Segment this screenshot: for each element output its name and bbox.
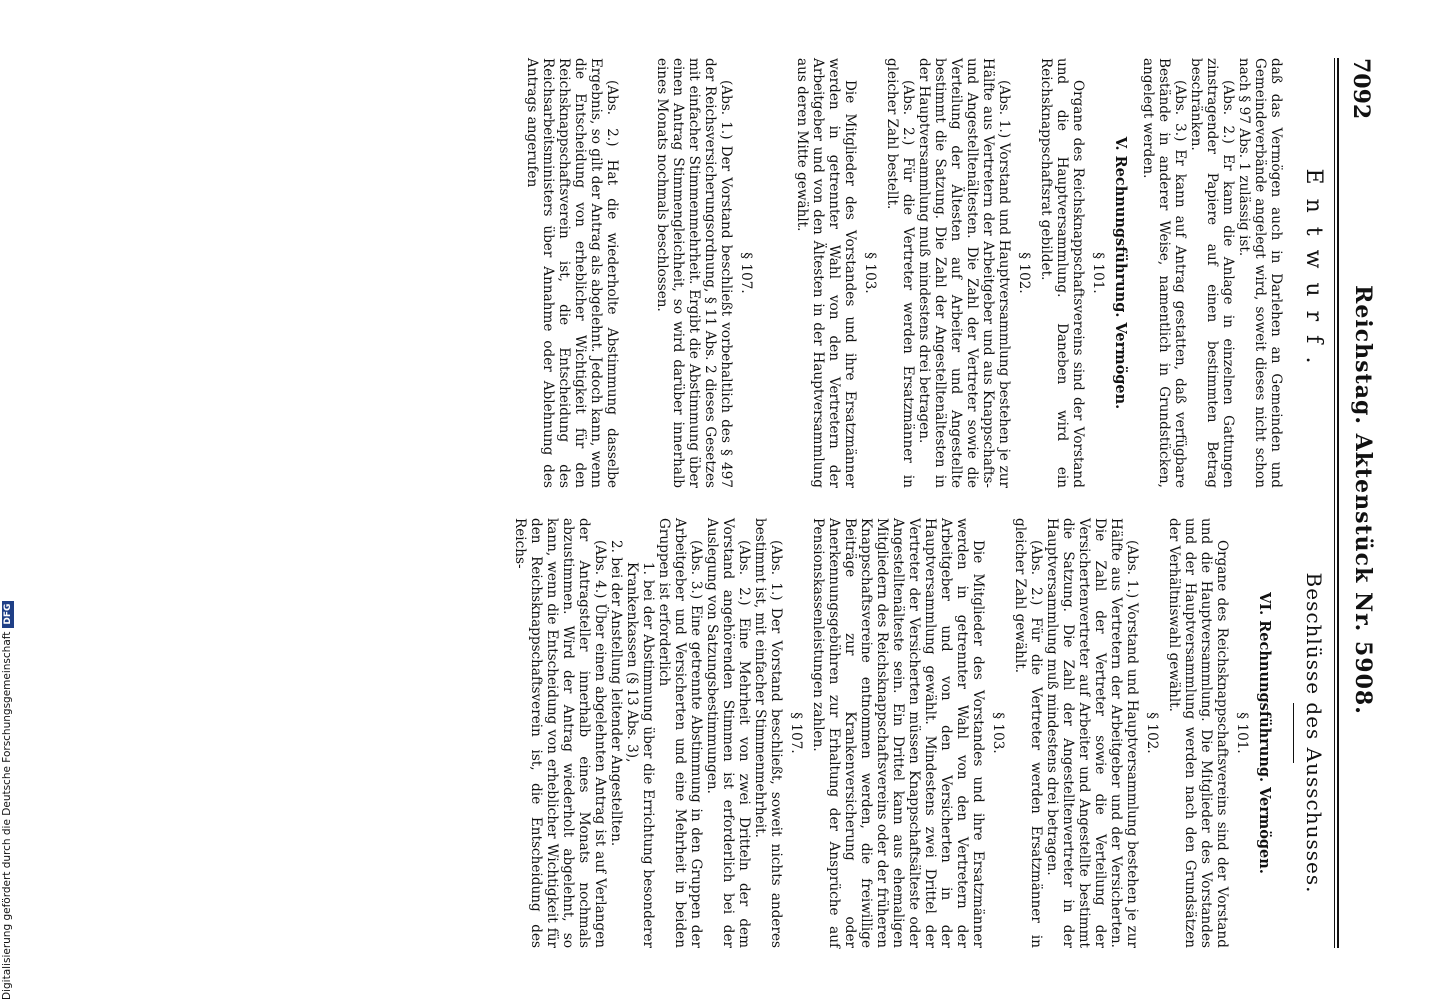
paragraph-107-abs1: (Abs. 1.) Der Vorstand beschließt vorbehaltlich des § 497 der Reichsversicherungsordnung, § 11 Abs. 2 dieses Gesetzes mit einfacher Stimmenmehrheit. Ergibt die Abstimmung über einen Antrag Stimmengleichheit, so wird darüber innerhalb eines Monats nochmals beschlossen. bbox=[654, 58, 734, 488]
paragraph-102-abs2: (Abs. 2.) Für die Vertreter werden Ersatzmänner in gleicher Zahl bestellt. bbox=[884, 58, 916, 488]
section-heading: V. Rechnungsführung. Vermögen. bbox=[1112, 136, 1129, 410]
paragraph-107-abs1: (Abs. 1.) Der Vorstand beschließt, soweit nichts anderes bestimmt ist, mit einfacher Stimmenmehrheit. bbox=[752, 518, 784, 948]
paragraph-103-text: Die Mitglieder des Vorstandes und ihre Ersatzmänner werden in getrennter Wahl von den Vertretern der Arbeitgeber und von den Ältesten in der Hauptversammlung aus deren Mitte gewählt. bbox=[794, 58, 858, 488]
page-number: 7092 bbox=[1348, 58, 1374, 120]
header-rule bbox=[1337, 58, 1339, 948]
paragraph-103-text: Die Mitglieder des Vorstandes und ihre Ersatzmänner werden in getrennter Wahl von den Vertretern der Arbeitgeber und von den Versicherten in der Hauptversammlung gewählt. Mindestens zwei Drittel der Vertreter der Versicherten müssen Knappschaftsälteste oder Angestelltenälteste sein. Ein Drittel kann aus ehemaligen Mitgliedern des Reichsknappschaftsvereins oder der früheren Knappschaftsvereine entnommen werden, die freiwillige Beiträge zur Krankenversicherung oder Anerkennungsgebühren zur Erhaltung der Ansprüche auf Pensionskassenleistungen zahlen. bbox=[810, 518, 986, 948]
paragraph-102-abs1: (Abs. 1.) Vorstand und Hauptversammlung bestehen je zur Hälfte aus Vertretern der Arbeitgeber und aus Knappschafts- und Angestelltenältesten. Die Zahl der Vertreter sowie die Verteilung der Ältesten auf Arbeiter und Angestellte bestimmt die Satzung. Die Zahl der Angestelltenältesten in der Hauptversammlung muß mindestens drei betragen. bbox=[916, 58, 1012, 488]
intro-paragraph: (Abs. 2.) Er kann die Anlage in einzelnen Gattungen zinstragender Papiere auf einen bestimmten Betrag beschränken. bbox=[1188, 58, 1236, 488]
paragraph-heading-102: § 102. bbox=[1144, 712, 1160, 754]
paragraph-heading-103: § 103. bbox=[862, 252, 878, 294]
digitization-notice bbox=[0, 0, 14, 1000]
paragraph-heading-101: § 101. bbox=[1234, 712, 1250, 754]
committee-column bbox=[512, 518, 1284, 948]
paragraph-107-abs3: (Abs. 3.) Eine getrennte Abstimmung in den Gruppen der Arbeitgeber und Versicherten und eine Mehrheit in beiden Gruppen ist erforderlich bbox=[656, 518, 704, 948]
funding-notice-text: Digitalisierung gefördert durch die Deutsche Forschungsgemeinschaft bbox=[1, 631, 13, 1000]
paragraph-107-abs4: (Abs. 4.) Über einen abgelehnten Antrag ist auf Verlangen der Antragsteller innerhalb eines Monats nochmals abzustimmen. Wird der Antrag wiederholt abgelehnt, so kann, wenn die Entscheidung von erheblicher Wichtigkeit für den Reichsknappschaftsverein ist, die Entscheidung des Reichs- bbox=[512, 518, 608, 948]
paragraph-heading-102: § 102. bbox=[1016, 252, 1032, 294]
paragraph-101-text: Organe des Reichsknappschaftsvereins sind der Vorstand und die Hauptversammlung. Die Mitglieder des Vorstandes und der Hauptversammlung werden nach den Grundsätzen der Verhältniswahl gewählt. bbox=[1166, 518, 1230, 948]
section-heading: VI. Rechnungsführung. Vermögen. bbox=[1256, 592, 1273, 874]
intro-paragraph: daß das Vermögen auch in Darlehen an Gemeinden und Gemeindeverbände angelegt wird, soweit dieses nicht schon nach § 97 Abs. 1 zulässig ist. bbox=[1236, 58, 1284, 488]
list-item: 1. bei der Abstimmung über die Errichtung besonderer Krankenkassen (§ 13 Abs. 3), bbox=[624, 562, 656, 948]
running-head: Reichstag. Aktenstück Nr. 5908. bbox=[1350, 285, 1376, 715]
paragraph-heading-107: § 107. bbox=[738, 252, 754, 294]
left-column-title: Entwurf. bbox=[1301, 168, 1326, 378]
paragraph-107-abs2: (Abs. 2.) Hat die wiederholte Abstimmung dasselbe Ergebnis, so gilt der Antrag als abgelehnt. Jedoch kann, wenn die Entscheidung von erheblicher Wichtigkeit für den Reichsknappschaftsverein ist, die Entscheidung des Reichsarbeitsministers über Annahme oder Ablehnung des Antrags angerufen bbox=[524, 58, 620, 488]
title-underline bbox=[1293, 703, 1294, 763]
paragraph-heading-107: § 107. bbox=[788, 712, 804, 754]
paragraph-heading-103: § 103. bbox=[990, 712, 1006, 754]
paragraph-102-abs1: (Abs. 1.) Vorstand und Hauptversammlung bestehen je zur Hälfte aus Vertretern der Arbeitgeber und der Versicherten. Die Zahl der Vertreter sowie die Verteilung der Versichertenvertreter auf Arbeiter und Angestellte bestimmt die Satzung. Die Zahl der Angestelltenvertreter in der Hauptversammlung muß mindestens drei betragen. bbox=[1044, 518, 1140, 948]
list-item: 2. bei der Anstellung leitender Angestellten. bbox=[608, 540, 624, 847]
intro-paragraph: (Abs. 3.) Er kann auf Antrag gestatten, daß verfügbare Bestände in anderer Weise, namentlich in Grundstücken, angelegt werden. bbox=[1140, 58, 1188, 488]
right-column-title: Beschlüsse des Ausschusses. bbox=[1302, 572, 1326, 894]
paragraph-102-abs2: (Abs. 2.) Für die Vertreter werden Ersatzmänner in gleicher Zahl gewählt. bbox=[1012, 518, 1044, 948]
draft-column bbox=[524, 58, 1284, 488]
paragraph-101-text: Organe des Reichsknappschaftsvereins sind der Vorstand und die Hauptversammlung. Daneben wird ein Reichsknappschaftsrat gebildet. bbox=[1038, 58, 1086, 488]
paragraph-heading-101: § 101. bbox=[1090, 252, 1106, 294]
dfg-logo: DFG bbox=[2, 601, 14, 628]
header-rule bbox=[1334, 58, 1335, 948]
paragraph-107-abs2: (Abs. 2.) Eine Mehrheit von zwei Dritteln der dem Vorstand angehörenden Stimmen ist erforderlich bei der Auslegung von Satzungsbestimmungen. bbox=[704, 518, 752, 948]
